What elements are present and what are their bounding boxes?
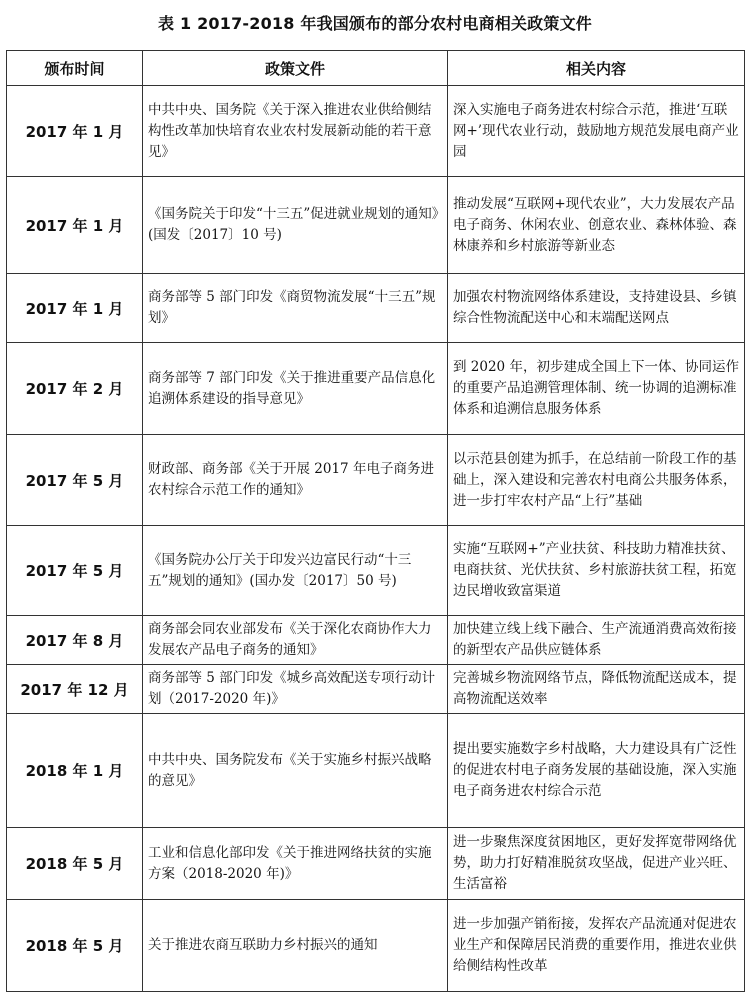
table-row bbox=[7, 828, 745, 900]
row-doc: 中共中央、国务院《关于深入推进农业供给侧结构性改革加快培育农业农村发展新动能的若干意见》 bbox=[143, 86, 448, 177]
row-date: 2017 年 1 月 bbox=[7, 177, 143, 274]
header-doc: 政策文件 bbox=[143, 51, 448, 86]
table-row bbox=[7, 343, 745, 435]
row-date: 2017 年 1 月 bbox=[7, 86, 143, 177]
table-row bbox=[7, 665, 745, 714]
table-title: 表 1 2017-2018 年我国颁布的部分农村电商相关政策文件 bbox=[158, 14, 592, 33]
row-doc: 商务部等 5 部门印发《商贸物流发展“十三五”规划》 bbox=[143, 274, 448, 343]
row-date: 2017 年 5 月 bbox=[7, 526, 143, 616]
row-content: 进一步加强产销衔接，发挥农产品流通对促进农业生产和保障居民消费的重要作用，推进农业供给侧结构性改革 bbox=[448, 900, 745, 992]
table-row bbox=[7, 86, 745, 177]
row-content: 完善城乡物流网络节点，降低物流配送成本，提高物流配送效率 bbox=[448, 665, 745, 714]
row-date: 2017 年 2 月 bbox=[7, 343, 143, 435]
header-row bbox=[7, 51, 745, 86]
row-doc: 关于推进农商互联助力乡村振兴的通知 bbox=[143, 900, 448, 992]
row-date: 2017 年 1 月 bbox=[7, 274, 143, 343]
row-content: 加强农村物流网络体系建设，支持建设县、乡镇综合性物流配送中心和末端配送网点 bbox=[448, 274, 745, 343]
row-doc: 商务部等 5 部门印发《城乡高效配送专项行动计划（2017-2020 年)》 bbox=[143, 665, 448, 714]
row-date: 2018 年 1 月 bbox=[7, 714, 143, 828]
row-content: 提出要实施数字乡村战略，大力建设具有广泛性的促进农村电子商务发展的基础设施，深入实施电子商务进农村综合示范 bbox=[448, 714, 745, 828]
table-row bbox=[7, 526, 745, 616]
row-content: 到 2020 年，初步建成全国上下一体、协同运作的重要产品追溯管理体制、统一协调的追溯标准体系和追溯信息服务体系 bbox=[448, 343, 745, 435]
table-row bbox=[7, 274, 745, 343]
policy-table bbox=[6, 50, 745, 992]
header-content: 相关内容 bbox=[448, 51, 745, 86]
row-content: 加快建立线上线下融合、生产流通消费高效衔接的新型农产品供应链体系 bbox=[448, 616, 745, 665]
table-row bbox=[7, 435, 745, 526]
row-date: 2018 年 5 月 bbox=[7, 900, 143, 992]
row-content: 进一步聚焦深度贫困地区，更好发挥宽带网络优势，助力打好精准脱贫攻坚战，促进产业兴旺、生活富裕 bbox=[448, 828, 745, 900]
row-doc: 商务部等 7 部门印发《关于推进重要产品信息化追溯体系建设的指导意见》 bbox=[143, 343, 448, 435]
row-doc: 工业和信息化部印发《关于推进网络扶贫的实施方案（2018-2020 年)》 bbox=[143, 828, 448, 900]
header-date: 颁布时间 bbox=[7, 51, 143, 86]
table-row bbox=[7, 177, 745, 274]
row-doc: 《国务院关于印发“十三五”促进就业规划的通知》(国发〔2017〕10 号) bbox=[143, 177, 448, 274]
row-doc: 中共中央、国务院发布《关于实施乡村振兴战略的意见》 bbox=[143, 714, 448, 828]
row-content: 推动发展“互联网+现代农业”，大力发展农产品电子商务、休闲农业、创意农业、森林体验、森林康养和乡村旅游等新业态 bbox=[448, 177, 745, 274]
row-doc: 商务部会同农业部发布《关于深化农商协作大力发展农产品电子商务的通知》 bbox=[143, 616, 448, 665]
row-content: 以示范县创建为抓手，在总结前一阶段工作的基础上，深入建设和完善农村电商公共服务体系，进一步打牢农村产品“上行”基础 bbox=[448, 435, 745, 526]
row-date: 2018 年 5 月 bbox=[7, 828, 143, 900]
row-date: 2017 年 8 月 bbox=[7, 616, 143, 665]
row-content: 深入实施电子商务进农村综合示范，推进‘互联网+’现代农业行动，鼓励地方规范发展电商产业园 bbox=[448, 86, 745, 177]
row-date: 2017 年 5 月 bbox=[7, 435, 143, 526]
table-row bbox=[7, 900, 745, 992]
row-doc: 《国务院办公厅关于印发兴边富民行动“十三五”规划的通知》(国办发〔2017〕50 号) bbox=[143, 526, 448, 616]
table-row bbox=[7, 714, 745, 828]
row-date: 2017 年 12 月 bbox=[7, 665, 143, 714]
row-doc: 财政部、商务部《关于开展 2017 年电子商务进农村综合示范工作的通知》 bbox=[143, 435, 448, 526]
row-content: 实施“互联网+”产业扶贫、科技助力精准扶贫、电商扶贫、光伏扶贫、乡村旅游扶贫工程，拓宽边民增收致富渠道 bbox=[448, 526, 745, 616]
table-row bbox=[7, 616, 745, 665]
